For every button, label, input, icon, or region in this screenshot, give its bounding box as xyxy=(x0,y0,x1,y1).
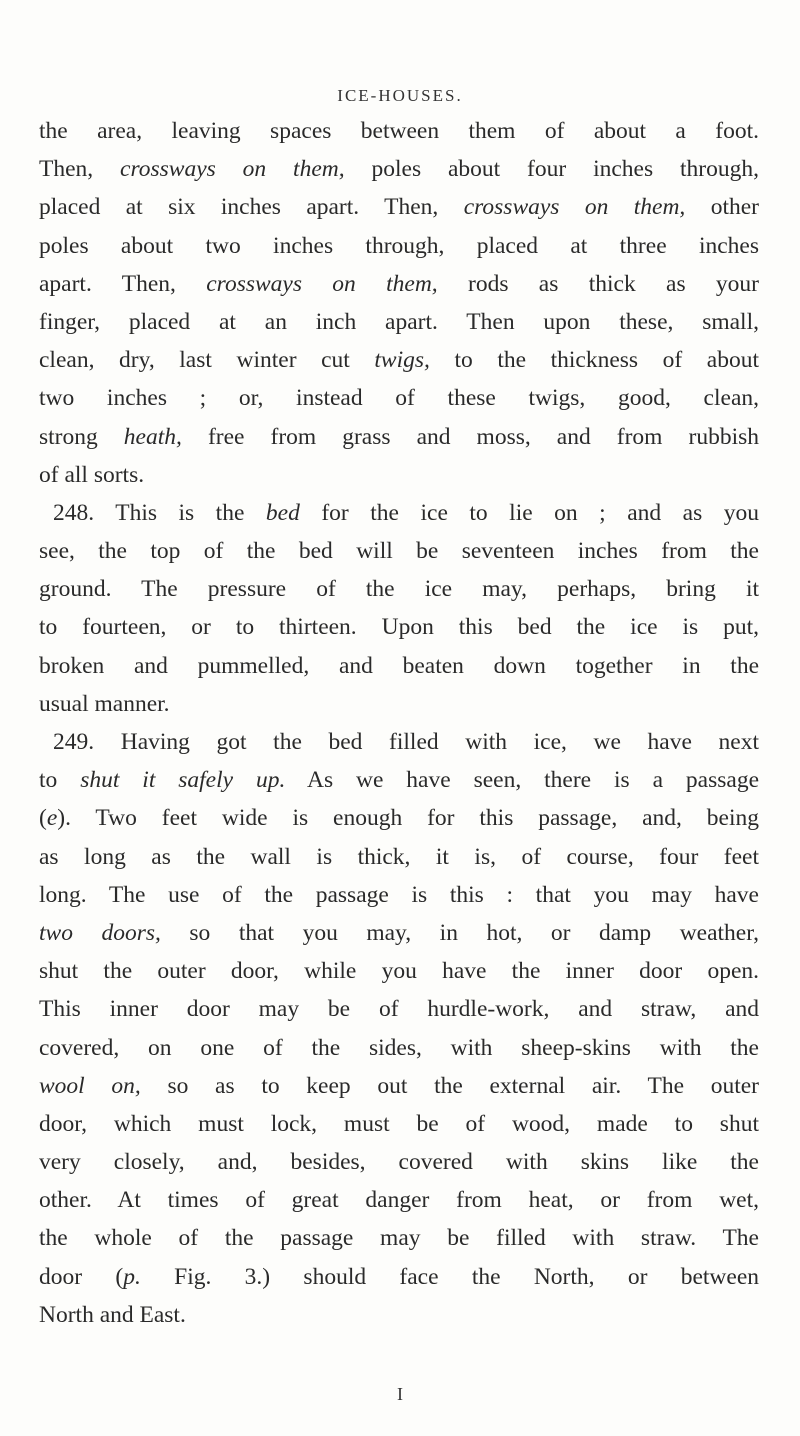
text-segment: so that you may, in hot, or damp weather, xyxy=(160,919,759,946)
body-text xyxy=(39,112,759,1334)
text-segment: This inner door may be of hurdle-work, and straw, and xyxy=(39,996,759,1023)
text-segment: ( xyxy=(39,805,47,832)
text-segment: very closely, and, besides, covered with skins like the xyxy=(39,1149,759,1176)
italic-text: wool on, xyxy=(39,1072,141,1099)
text-segment: ). Two feet wide is enough for this passage, and, being xyxy=(57,805,759,832)
text-line xyxy=(39,761,759,799)
signature-mark: I xyxy=(397,1384,403,1404)
text-line xyxy=(39,1029,759,1067)
text-segment: poles about four inches through, xyxy=(344,156,759,183)
text-segment: as long as the wall is thick, it is, of course, four feet xyxy=(39,843,759,870)
text-segment: Then, xyxy=(39,156,121,183)
text-segment: for the ice to lie on ; and as you xyxy=(299,499,759,526)
text-segment: usual manner. xyxy=(39,690,170,717)
italic-text: shut it safely up. xyxy=(80,767,286,794)
text-line xyxy=(39,1296,759,1334)
text-line xyxy=(39,379,759,417)
text-line xyxy=(39,799,759,837)
text-segment: door ( xyxy=(39,1263,124,1290)
text-segment: of all sorts. xyxy=(39,461,145,488)
text-segment: ground. The pressure of the ice may, perhaps, bring it xyxy=(39,576,759,603)
italic-text: heath, xyxy=(123,423,182,450)
text-line xyxy=(39,570,759,608)
text-line xyxy=(39,1105,759,1143)
italic-text: crossways on them, xyxy=(120,156,345,183)
text-line xyxy=(39,150,759,188)
italic-text: crossways on them, xyxy=(463,194,686,221)
text-segment: apart. Then, xyxy=(39,270,207,297)
text-line xyxy=(39,914,759,952)
text-line xyxy=(39,1067,759,1105)
text-segment: North and East. xyxy=(39,1301,186,1328)
text-line xyxy=(39,1219,759,1257)
running-head: ICE-HOUSES. xyxy=(337,86,463,105)
italic-text: bed xyxy=(265,499,300,526)
text-line xyxy=(39,952,759,990)
text-segment: to the thickness of about xyxy=(429,347,759,374)
text-segment: two inches ; or, instead of these twigs, good, clean, xyxy=(39,385,759,412)
text-line xyxy=(39,685,759,723)
italic-text: p. xyxy=(123,1263,141,1290)
italic-text: twigs, xyxy=(374,347,430,374)
text-line xyxy=(39,112,759,150)
text-segment: covered, on one of the sides, with sheep-skins with the xyxy=(39,1034,759,1061)
text-line xyxy=(39,647,759,685)
text-segment: 249. Having got the bed filled with ice, we have next xyxy=(53,729,759,755)
text-segment: to fourteen, or to thirteen. Upon this bed the ice is put, xyxy=(39,614,759,641)
text-segment: finger, placed at an inch apart. Then upon these, small, xyxy=(39,308,759,335)
text-segment: clean, dry, last winter cut xyxy=(39,347,375,374)
text-segment: free from grass and moss, and from rubbish xyxy=(181,423,759,450)
text-line xyxy=(39,990,759,1028)
text-segment: other xyxy=(685,194,759,221)
text-segment: 248. This is the xyxy=(53,499,266,526)
text-segment: placed at six inches apart. Then, xyxy=(39,194,464,221)
text-line xyxy=(39,1143,759,1181)
text-segment: shut the outer door, while you have the inner door open. xyxy=(39,958,759,985)
text-segment: Fig. 3.) should face the North, or between xyxy=(140,1263,760,1290)
text-segment: the area, leaving spaces between them of about a foot. xyxy=(39,118,759,144)
italic-text: crossways on them, xyxy=(206,270,438,297)
text-segment: the whole of the passage may be filled with straw. The xyxy=(39,1225,759,1252)
text-line xyxy=(39,838,759,876)
text-line xyxy=(39,723,759,761)
text-segment: so as to keep out the external air. The outer xyxy=(140,1072,759,1099)
text-line xyxy=(39,341,759,379)
text-segment: to xyxy=(39,767,81,794)
text-line xyxy=(39,227,759,265)
text-segment: strong xyxy=(39,423,124,450)
text-line xyxy=(39,1181,759,1219)
text-line xyxy=(39,876,759,914)
text-segment: door, which must lock, must be of wood, made to shut xyxy=(39,1110,759,1137)
italic-text: two doors, xyxy=(39,919,161,946)
text-line xyxy=(39,456,759,494)
text-line xyxy=(39,265,759,303)
text-segment: rods as thick as your xyxy=(437,270,759,297)
text-line xyxy=(39,1258,759,1296)
text-line xyxy=(39,494,759,532)
text-segment: broken and pummelled, and beaten down together in the xyxy=(39,652,759,679)
text-line xyxy=(39,532,759,570)
text-segment: poles about two inches through, placed at three inches xyxy=(39,232,759,259)
text-segment: As we have seen, there is a passage xyxy=(285,767,760,794)
text-segment: other. At times of great danger from heat, or from wet, xyxy=(39,1187,759,1214)
text-segment: see, the top of the bed will be seventeen inches from the xyxy=(39,538,759,565)
italic-text: e xyxy=(46,805,58,832)
text-line xyxy=(39,303,759,341)
text-line xyxy=(39,188,759,226)
text-line xyxy=(39,418,759,456)
text-line xyxy=(39,608,759,646)
text-segment: long. The use of the passage is this : that you may have xyxy=(39,881,759,908)
